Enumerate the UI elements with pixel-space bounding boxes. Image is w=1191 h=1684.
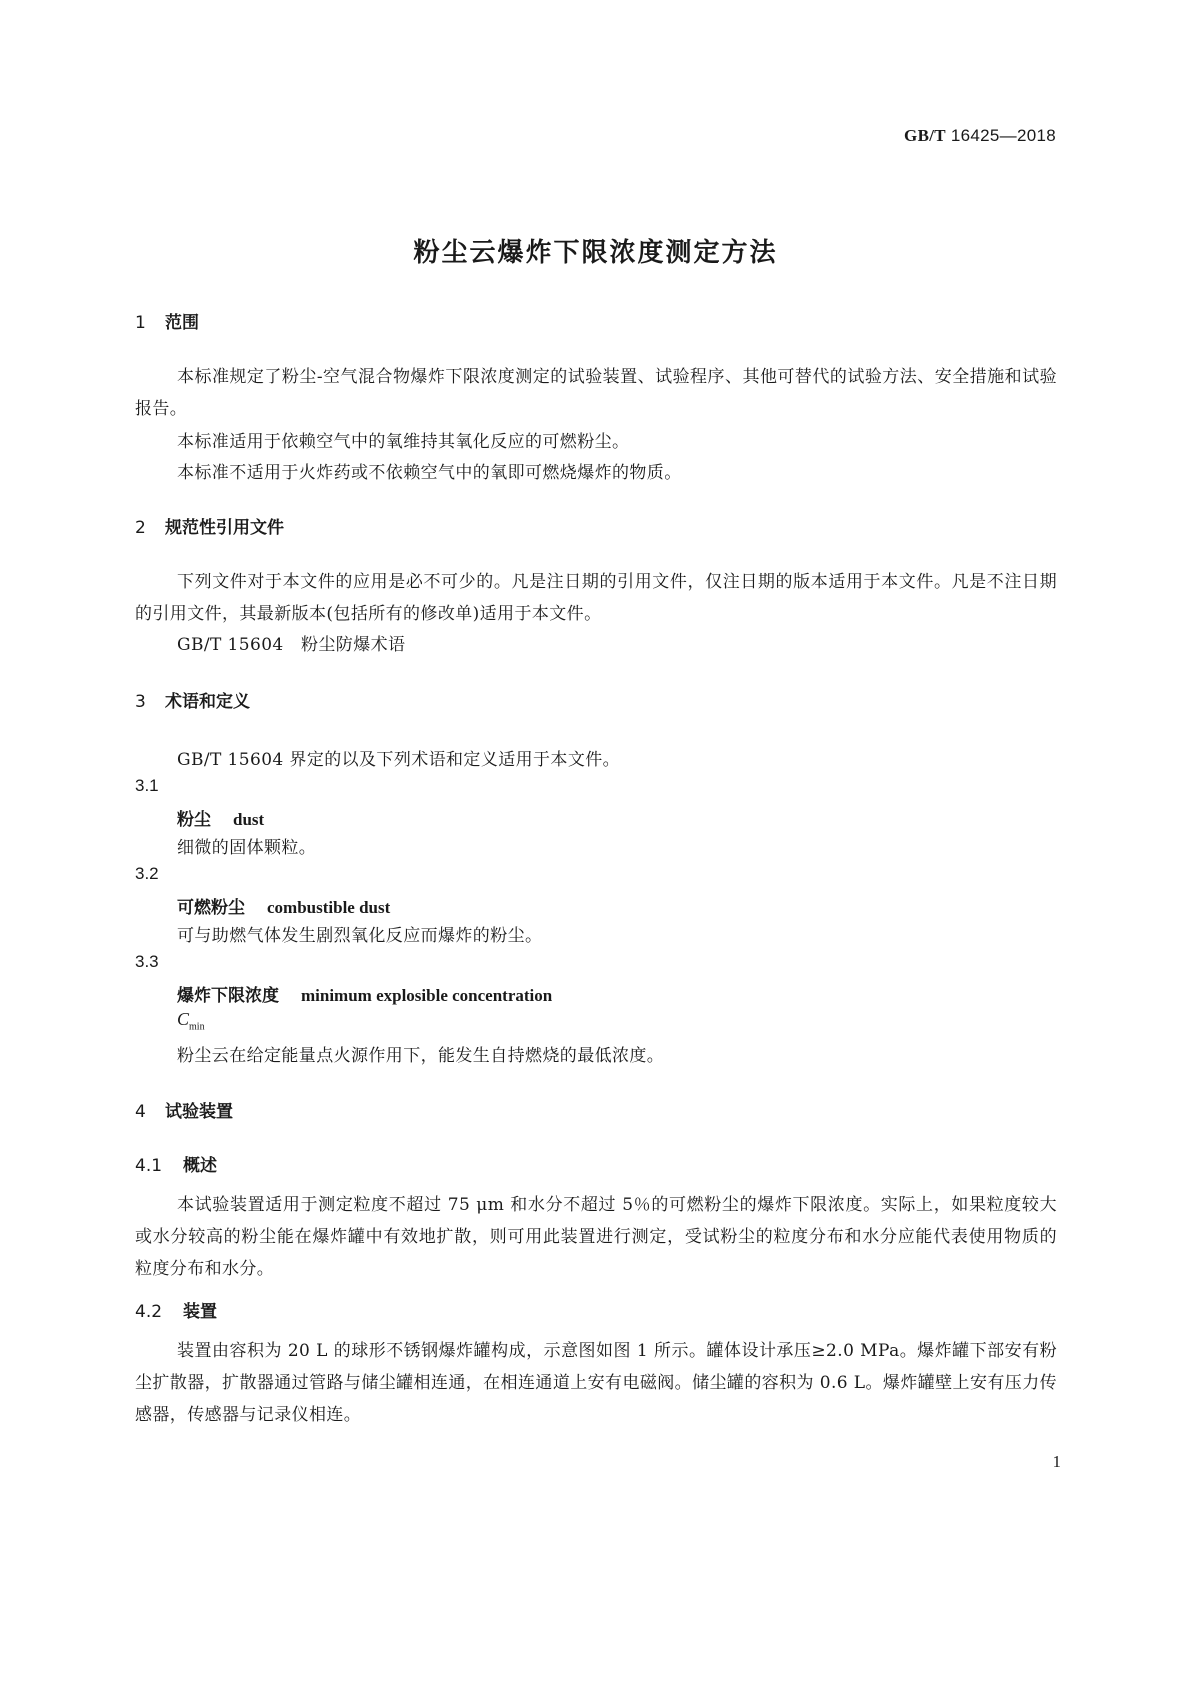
term-name-en: minimum explosible concentration	[301, 986, 553, 1005]
subsection-4-1-paragraph: 本试验装置适用于测定粒度不超过 75 μm 和水分不超过 5％的可燃粉尘的爆炸下限浓度。实际上，如果粒度较大或水分较高的粉尘能在爆炸罐中有效地扩散，则可用此装置进行测定，受试粉尘的粒度分布和水分应能代表使用物质的粒度分布和水分。	[135, 1195, 1057, 1279]
section-number: 4	[135, 1102, 146, 1122]
term-number: 3.1	[135, 776, 159, 795]
term-name	[177, 981, 552, 1006]
term-name-zh: 爆炸下限浓度	[177, 986, 279, 1006]
document-title: 粉尘云爆炸下限浓度测定方法	[413, 238, 778, 268]
section-title: 试验装置	[165, 1102, 233, 1122]
term-name-en: combustible dust	[267, 898, 391, 917]
section-title: 范围	[165, 313, 199, 333]
term-name-en: dust	[233, 810, 265, 829]
subsection-4-1-heading	[135, 1151, 217, 1176]
symbol-letter: C	[177, 1009, 190, 1029]
section-number: 2	[135, 518, 146, 538]
page-number: 1	[1052, 1452, 1061, 1471]
term-number: 3.2	[135, 864, 159, 883]
section-1-paragraph-2: 本标准适用于依赖空气中的氧维持其氧化反应的可燃粉尘。	[177, 432, 630, 452]
section-title: 术语和定义	[165, 692, 250, 712]
section-4-heading	[135, 1097, 233, 1122]
section-number: 1	[135, 313, 146, 333]
subsection-number: 4.1	[135, 1156, 163, 1176]
section-1-heading	[135, 308, 199, 333]
standard-code	[904, 126, 1056, 146]
section-2-paragraph-1: 下列文件对于本文件的应用是必不可少的。凡是注日期的引用文件，仅注日期的版本适用于本文件。凡是不注日期的引用文件，其最新版本(包括所有的修改单)适用于本文件。	[135, 572, 1057, 624]
section-2-heading	[135, 513, 284, 538]
section-1-paragraph-1: 本标准规定了粉尘-空气混合物爆炸下限浓度测定的试验装置、试验程序、其他可替代的试验方法、安全措施和试验报告。	[135, 367, 1057, 419]
term-name	[177, 893, 390, 918]
subsection-title: 装置	[183, 1302, 217, 1322]
section-number: 3	[135, 692, 146, 712]
term-name-zh: 粉尘	[177, 810, 211, 830]
section-3-heading	[135, 687, 250, 712]
subsection-title: 概述	[183, 1156, 217, 1176]
term-symbol	[177, 1009, 205, 1033]
subsection-number: 4.2	[135, 1302, 163, 1322]
symbol-subscript: min	[189, 1021, 205, 1033]
term-definition: 可与助燃气体发生剧烈氧化反应而爆炸的粉尘。	[177, 926, 543, 946]
term-definition: 细微的固体颗粒。	[177, 838, 317, 858]
term-number: 3.3	[135, 952, 159, 971]
reference-code: GB/T 15604	[177, 635, 284, 655]
term-definition: 粉尘云在给定能量点火源作用下，能发生自持燃烧的最低浓度。	[177, 1046, 665, 1066]
standard-code-prefix: GB/T	[904, 126, 946, 145]
term-name	[177, 805, 264, 830]
section-3-intro: GB/T 15604 界定的以及下列术语和定义适用于本文件。	[177, 750, 621, 770]
normative-reference	[177, 630, 405, 655]
term-name-zh: 可燃粉尘	[177, 898, 245, 918]
subsection-4-2-paragraph: 装置由容积为 20 L 的球形不锈钢爆炸罐构成，示意图如图 1 所示。罐体设计承压≥2.0 MPa。爆炸罐下部安有粉尘扩散器，扩散器通过管路与储尘罐相连通，在相连通道上安有电磁阀。储尘罐的容积为 0.6 L。爆炸罐壁上安有压力传感器，传感器与记录仪相连。	[135, 1341, 1057, 1425]
reference-title: 粉尘防爆术语	[301, 635, 406, 655]
section-title: 规范性引用文件	[165, 518, 284, 538]
section-1-paragraph-3: 本标准不适用于火炸药或不依赖空气中的氧即可燃烧爆炸的物质。	[177, 463, 682, 483]
standard-code-number: 16425—2018	[950, 126, 1056, 145]
subsection-4-2-heading	[135, 1297, 217, 1322]
